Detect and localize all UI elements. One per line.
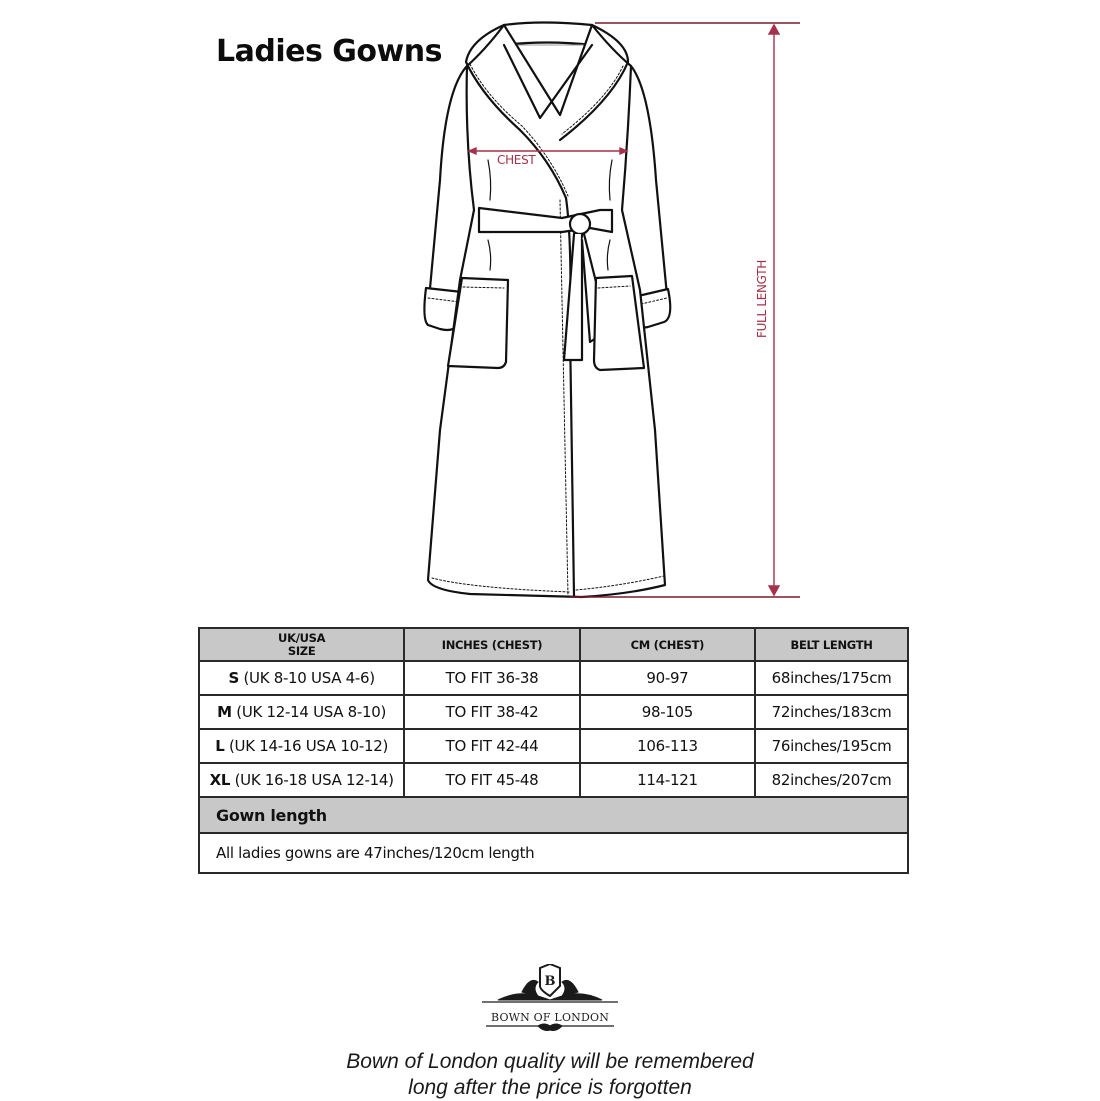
- size-code: XL: [209, 771, 231, 789]
- table-row: [199, 661, 908, 695]
- header-size: [199, 628, 404, 661]
- size-code: L: [215, 737, 225, 755]
- belt-cell: 82inches/207cm: [755, 763, 908, 797]
- size-detail: (UK 16-18 USA 12-14): [230, 771, 394, 789]
- inches-cell: TO FIT 38-42: [404, 695, 579, 729]
- size-chart-table: [198, 627, 909, 874]
- cm-cell: 106-113: [580, 729, 755, 763]
- header-size-line1: UK/USA: [278, 630, 326, 645]
- inches-cell: TO FIT 45-48: [404, 763, 579, 797]
- bown-of-london-logo: [478, 964, 622, 1044]
- cm-cell: 98-105: [580, 695, 755, 729]
- size-cell: [199, 763, 404, 797]
- size-code: S: [228, 669, 239, 687]
- size-detail: (UK 14-16 USA 10-12): [224, 737, 389, 755]
- cm-cell: 114-121: [580, 763, 755, 797]
- size-cell: [199, 695, 404, 729]
- gown-length-header: Gown length: [199, 797, 908, 833]
- chest-measure-label: CHEST: [497, 153, 536, 167]
- full-length-measure-label: FULL LENGTH: [755, 259, 769, 339]
- tagline: [0, 1049, 1100, 1101]
- table-row: [199, 763, 908, 797]
- size-cell: [199, 661, 404, 695]
- inches-cell: TO FIT 42-44: [404, 729, 579, 763]
- table-row: [199, 695, 908, 729]
- belt-cell: 76inches/195cm: [755, 729, 908, 763]
- belt-cell: 72inches/183cm: [755, 695, 908, 729]
- gown-length-header-row: [199, 797, 908, 833]
- size-cell: [199, 729, 404, 763]
- page-title: Ladies Gowns: [216, 34, 442, 69]
- table-row: [199, 729, 908, 763]
- header-cm: CM (CHEST): [580, 628, 755, 661]
- belt-cell: 68inches/175cm: [755, 661, 908, 695]
- gown-length-row: [199, 833, 908, 873]
- tagline-line1: Bown of London quality will be remembered: [346, 1050, 754, 1073]
- header-inches: INCHES (CHEST): [404, 628, 579, 661]
- brand-name: BOWN OF LONDON: [490, 1011, 610, 1024]
- size-detail: (UK 8-10 USA 4-6): [239, 669, 375, 687]
- logo-letter: B: [544, 974, 556, 989]
- cm-cell: 90-97: [580, 661, 755, 695]
- table-header-row: [199, 628, 908, 661]
- header-belt: BELT LENGTH: [755, 628, 908, 661]
- size-detail: (UK 12-14 USA 8-10): [231, 703, 387, 721]
- gown-length-text: All ladies gowns are 47inches/120cm length: [199, 833, 908, 873]
- size-code: M: [217, 703, 232, 721]
- inches-cell: TO FIT 36-38: [404, 661, 579, 695]
- tagline-line2: long after the price is forgotten: [408, 1076, 692, 1099]
- header-size-line2: SIZE: [287, 643, 316, 658]
